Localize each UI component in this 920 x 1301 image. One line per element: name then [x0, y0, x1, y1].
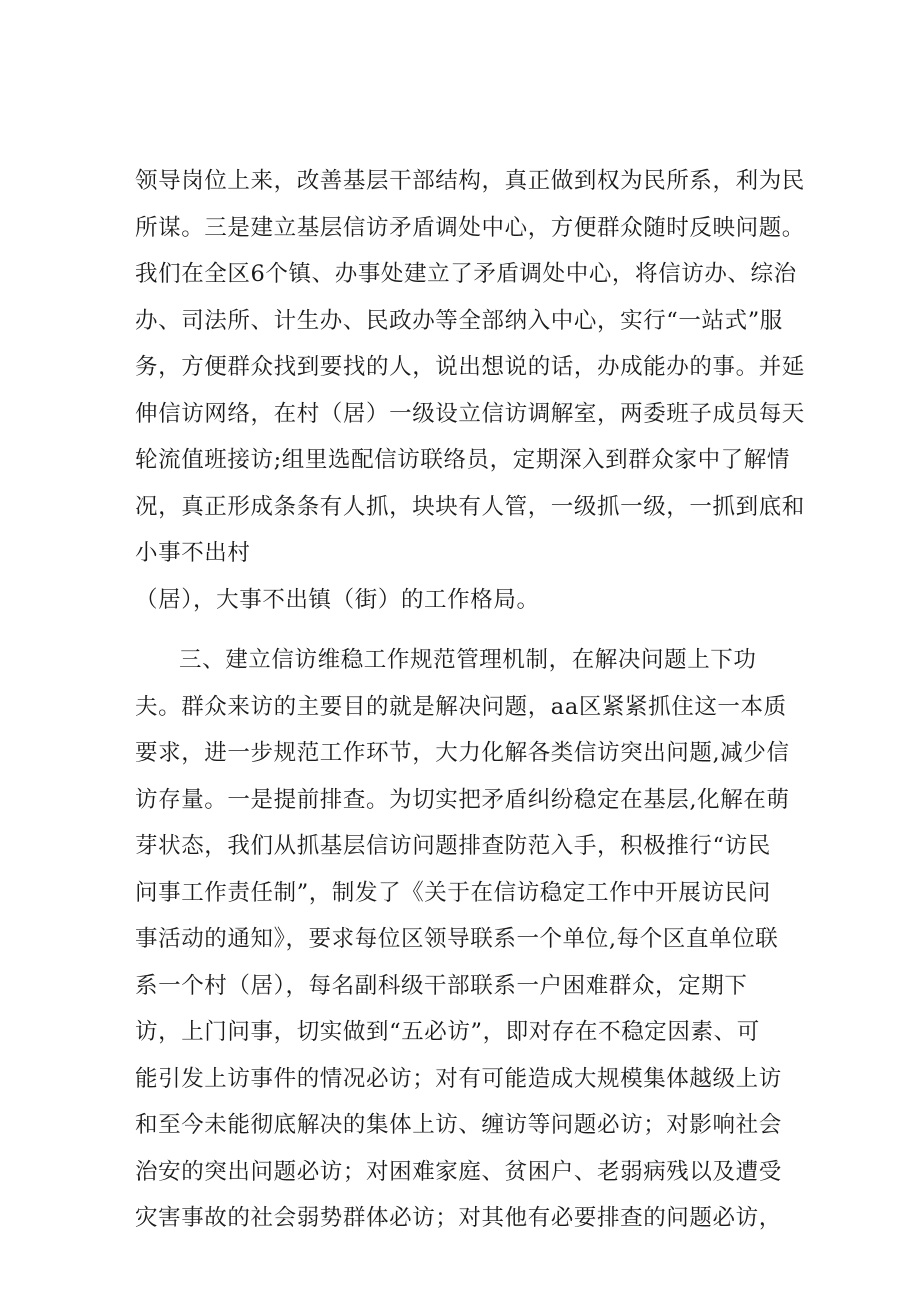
text-line: 伸信访网络，在村（居）一级设立信访调解室，两委班子成员每天 [135, 400, 805, 427]
text-line: 要求，进一步规范工作环节，大力化解各类信访突出问题,减少信 [135, 740, 790, 766]
text-line: （居），大事不出镇（街）的工作格局。 [135, 586, 540, 613]
text-line: 芽状态，我们从抓基层信访问题排查防范入手，积极推行“访民 [135, 833, 771, 859]
text-line: 轮流值班接访;组里选配信访联络员，定期深入到群众家中了解情 [135, 447, 790, 473]
text-line: 能引发上访事件的情况必访；对有可能造成大规模集体越级上访 [135, 1065, 782, 1092]
section-heading-line: 三、建立信访维稳工作规范管理机制，在解决问题上下功 [179, 647, 757, 673]
text-line: 访，上门问事，切实做到“五必访”，即对存在不稳定因素、可 [135, 1019, 760, 1045]
text-line: 领导岗位上来，改善基层干部结构，真正做到权为民所系，利为民 [135, 168, 805, 194]
text-line: 问事工作责任制”，制发了《关于在信访稳定工作中开展访民问 [135, 879, 771, 906]
text-line: 灾害事故的社会弱势群体必访；对其他有必要排查的问题必访， [135, 1205, 782, 1231]
text-line: 治安的突出问题必访；对困难家庭、贫困户、老弱病残以及遭受 [135, 1158, 782, 1185]
text-line: 系一个村（居），每名副科级干部联系一户困难群众，定期下 [135, 972, 748, 999]
text-line: 况，真正形成条条有人抓，块块有人管，一级抓一级，一抓到底和 [135, 493, 805, 520]
text-line: 所谋。三是建立基层信访矛盾调处中心，方便群众随时反映问题。 [135, 214, 805, 241]
text-line: 办、司法所、计生办、民政办等全部纳入中心，实行“一站式”服 [135, 307, 783, 334]
text-line: 小事不出村 [135, 540, 251, 566]
text-line: 访存量。一是提前排查。为切实把矛盾纠纷稳定在基层,化解在萌 [135, 786, 790, 813]
text-line: 务，方便群众找到要找的人，说出想说的话，办成能办的事。并延 [135, 354, 805, 380]
text-line: 事活动的通知》，要求每位区领导联系一个单位,每个区直单位联 [135, 926, 779, 952]
text-line: 夫。群众来访的主要目的就是解决问题，aa区紧紧抓住这一本质 [135, 693, 787, 720]
text-line: 和至今未能彻底解决的集体上访、缠访等问题必访；对影响社会 [135, 1112, 782, 1138]
text-line: 我们在全区6个镇、办事处建立了矛盾调处中心，将信访办、综治 [135, 261, 797, 287]
